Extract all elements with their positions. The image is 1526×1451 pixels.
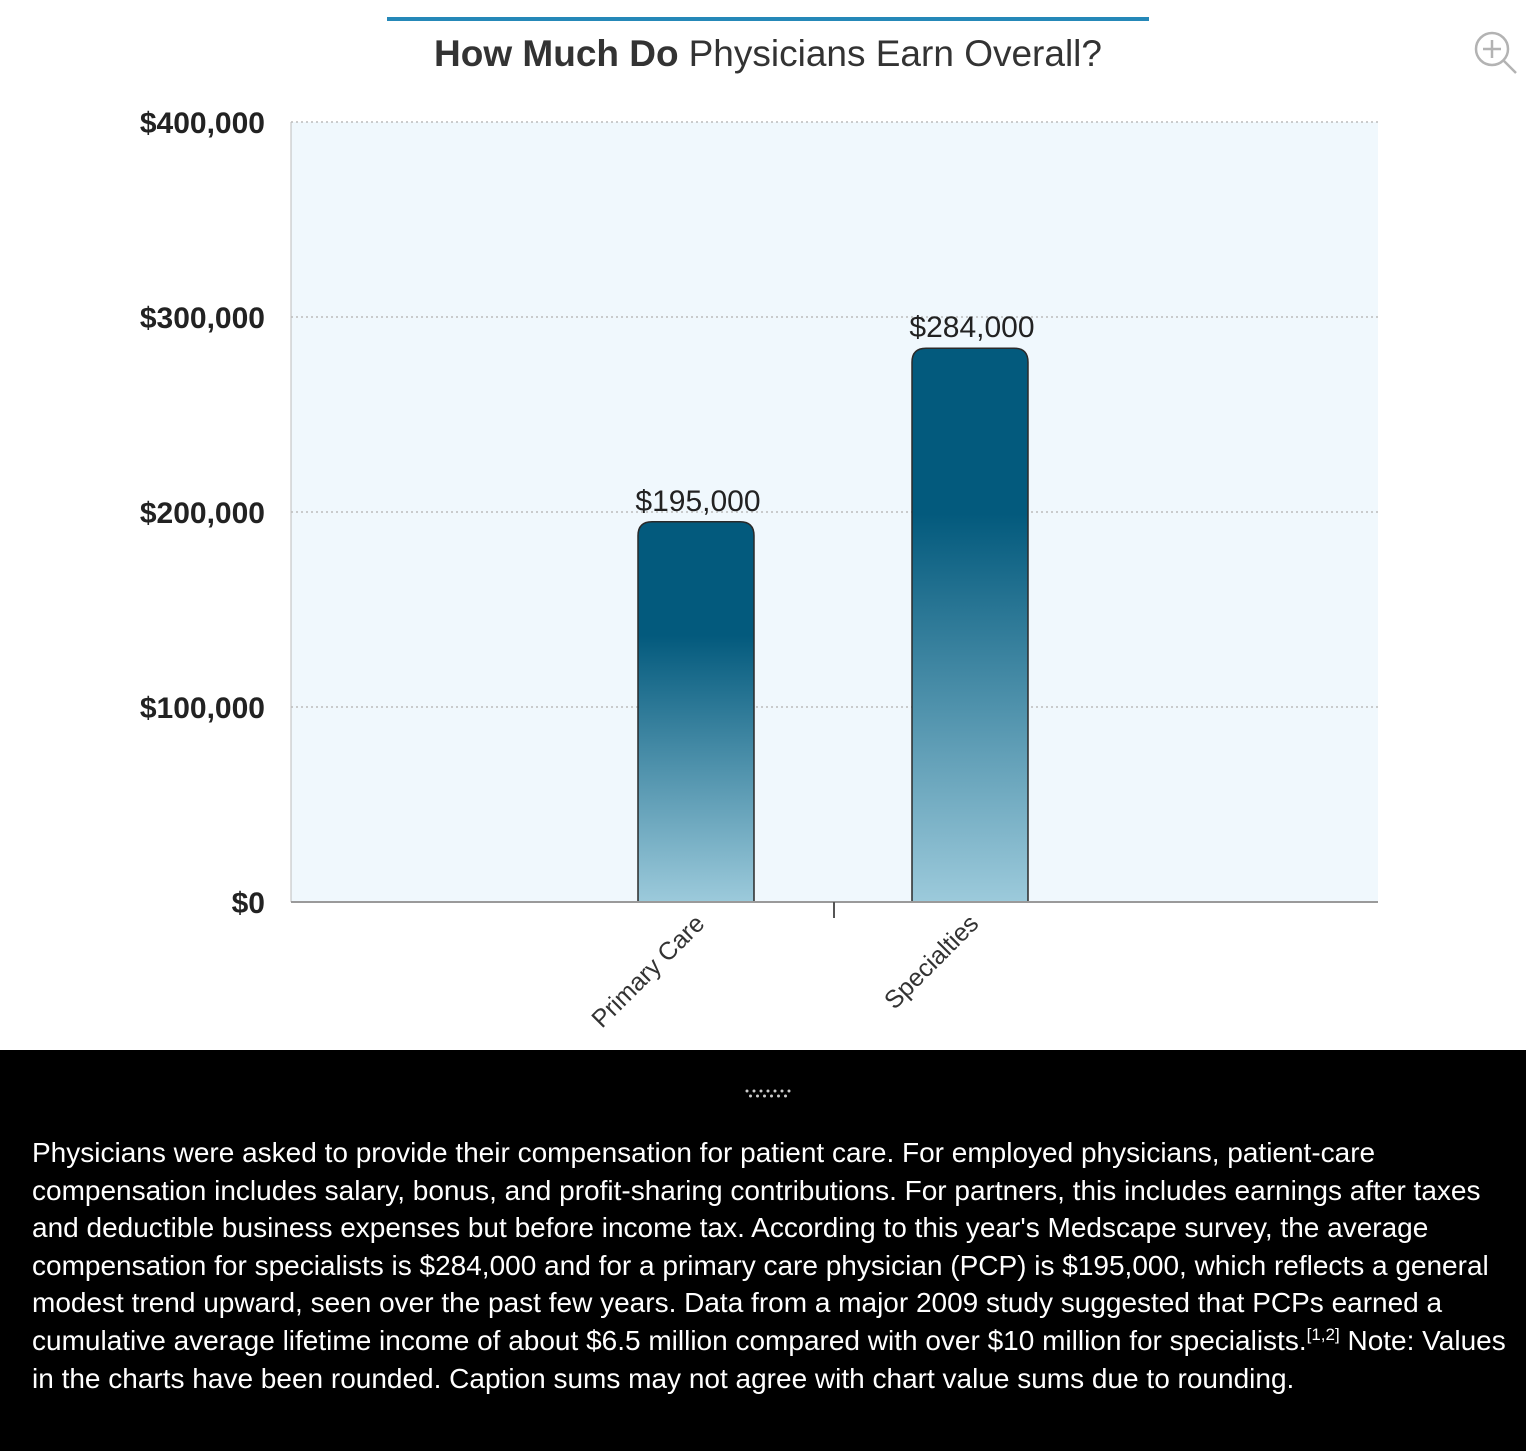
x-axis-labels [586, 909, 984, 1033]
y-tick-label: $100,000 [139, 692, 265, 725]
caption-drag-handle[interactable] [744, 1086, 792, 1096]
caption-panel [0, 1050, 1526, 1451]
plot-background [291, 122, 1378, 902]
y-axis-labels [140, 107, 265, 920]
drag-handle-icon [744, 1089, 792, 1099]
reference-link[interactable]: [1,2] [1306, 1324, 1340, 1344]
zoom-button[interactable] [1470, 28, 1520, 78]
caption-text [32, 1134, 1507, 1397]
y-tick-label: $400,000 [139, 107, 265, 140]
x-tick-label: Specialties [878, 909, 985, 1015]
chart-title-bold: How Much Do [434, 33, 679, 74]
zoom-in-icon [1470, 28, 1520, 78]
reference-superscript [1307, 1325, 1340, 1344]
data-label: $195,000 [635, 484, 761, 518]
data-label: $284,000 [909, 311, 1035, 345]
x-tick-label: Primary Care [586, 909, 711, 1034]
bar-specialties [912, 348, 1028, 902]
y-tick-label: $300,000 [139, 302, 265, 335]
caption-body: Physicians were asked to provide their compensation for patient care. For employed physicians, patient-care compensation includes salary, bonus, and profit-sharing contributions. For partners, this includes earnings after taxes and deductible business expenses but before income tax. According to this year's Medscape survey, the average compensation for specialists is $284,000 and for a primary care physician (PCP) is $195,000, which reflects a general modest trend upward, seen over the past few years. Data from a major 2009 study suggested that PCPs earned a cumulative average lifetime income of about $6.5 million compared with over $10 million for specialists. [32, 1137, 1489, 1356]
bar-primary-care [638, 522, 754, 902]
y-tick-label: $0 [231, 887, 265, 920]
caption-note: Note: Values in the charts have been rounded. Caption sums may not agree with chart value sums due to rounding. [32, 1324, 1506, 1394]
y-tick-label: $200,000 [139, 497, 265, 530]
chart-title [434, 33, 1102, 74]
chart-title-rest: Physicians Earn Overall? [688, 33, 1102, 74]
